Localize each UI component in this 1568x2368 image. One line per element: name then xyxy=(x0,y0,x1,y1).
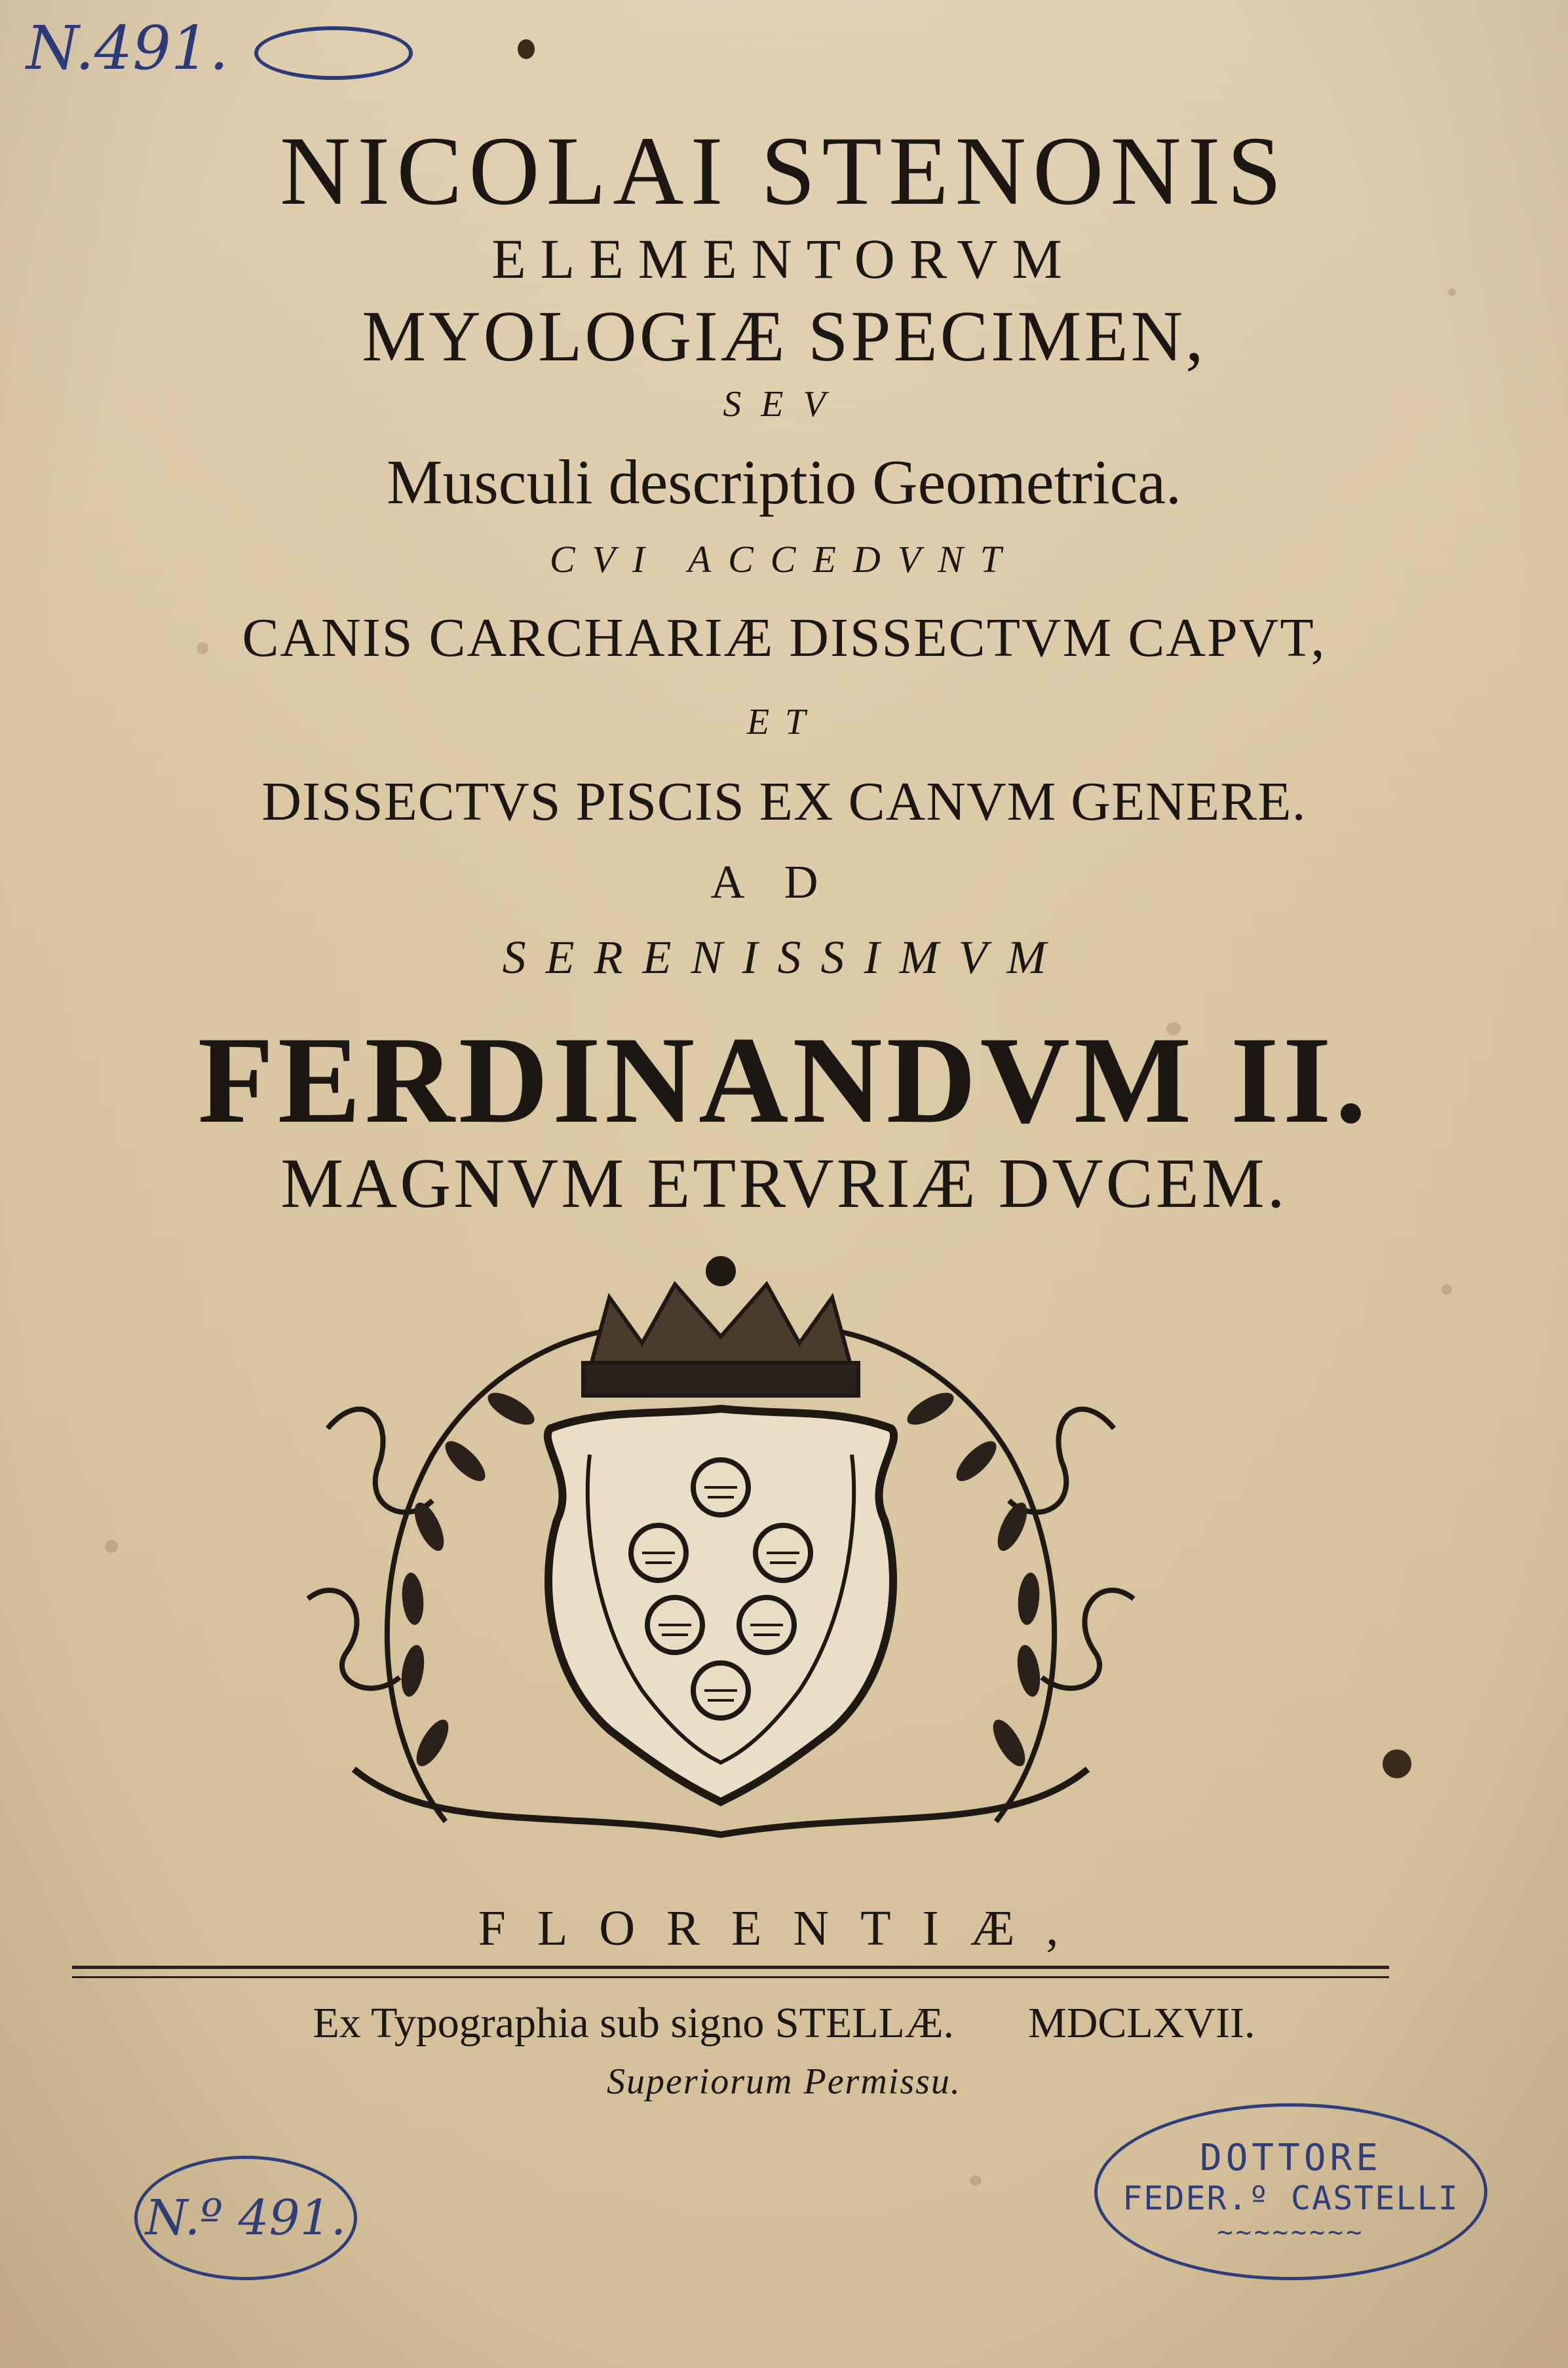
et-line xyxy=(0,701,1568,743)
foxing-spot xyxy=(1442,1284,1452,1295)
dissectus-line xyxy=(0,770,1568,833)
canis-line xyxy=(0,606,1568,670)
ad-line xyxy=(0,855,1568,909)
ferdinandum-text: FERDINANDVM II. xyxy=(197,1012,1371,1149)
author-line xyxy=(0,115,1568,227)
elementorum-text: ELEMENTORVM xyxy=(491,227,1077,290)
handwritten-shelf-number xyxy=(26,13,413,83)
elementorum-line xyxy=(0,226,1568,292)
number-stamp xyxy=(134,2156,357,2280)
magnum-line xyxy=(0,1143,1568,1225)
owner-stamp-line1: DOTTORE xyxy=(1199,2136,1382,2179)
grand-ducal-crown-icon xyxy=(583,1258,858,1396)
year-text: MDCLXVII. xyxy=(1028,1999,1255,2047)
ink-blot xyxy=(518,39,535,59)
foxing-spot xyxy=(105,1540,118,1553)
cui-accedunt-line xyxy=(0,537,1568,581)
description-line xyxy=(0,446,1568,518)
serenissimum-text: SERENISSIMVM xyxy=(502,931,1066,983)
typographia-text: Ex Typographia sub signo STELLÆ. xyxy=(313,1999,955,2047)
ferdinandum-line xyxy=(0,1009,1568,1152)
seu-line xyxy=(0,383,1568,425)
ink-blot xyxy=(1383,1749,1411,1778)
florentiae-text: FLORENTIÆ, xyxy=(478,1901,1090,1956)
seu-text: SEV xyxy=(723,384,845,425)
permissu-text: Superiorum Permissu. xyxy=(607,2061,961,2102)
imprint-rule-top xyxy=(72,1966,1389,1969)
permissu-line xyxy=(0,2061,1568,2103)
cui-accedunt-text: CVI ACCEDVNT xyxy=(549,538,1019,581)
number-stamp-text: N.º 491. xyxy=(145,2190,347,2246)
ad-text: AD xyxy=(710,856,858,908)
serenissimum-line xyxy=(0,930,1568,985)
imprint-line xyxy=(0,1998,1568,2048)
owner-stamp xyxy=(1094,2103,1487,2280)
canis-text: CANIS CARCHARIÆ DISSECTVM CAPVT, xyxy=(242,607,1326,668)
florentiae-line xyxy=(0,1900,1568,1957)
specimen-text: MYOLOGIÆ SPECIMEN, xyxy=(362,296,1206,376)
medici-coat-of-arms-emblem xyxy=(301,1245,1140,1874)
description-text: Musculi descriptio Geometrica. xyxy=(387,447,1181,517)
et-text: ET xyxy=(746,702,822,742)
imprint-rule-bottom xyxy=(72,1976,1389,1978)
magnum-text: MAGNVM ETRVRIÆ DVCEM. xyxy=(280,1145,1288,1223)
owner-stamp-line2: FEDER.º CASTELLI xyxy=(1122,2179,1459,2217)
author-name: NICOLAI STENONIS xyxy=(279,117,1289,225)
handwritten-number-text: N.491. xyxy=(26,13,229,83)
owner-stamp-decoration-icon: ~~~~~~~~ xyxy=(1217,2217,1365,2247)
foxing-spot xyxy=(970,2175,982,2186)
dissectus-text: DISSECTVS PISCIS EX CANVM GENERE. xyxy=(261,771,1307,832)
specimen-line xyxy=(0,295,1568,378)
handwritten-scribble-icon xyxy=(254,26,413,80)
